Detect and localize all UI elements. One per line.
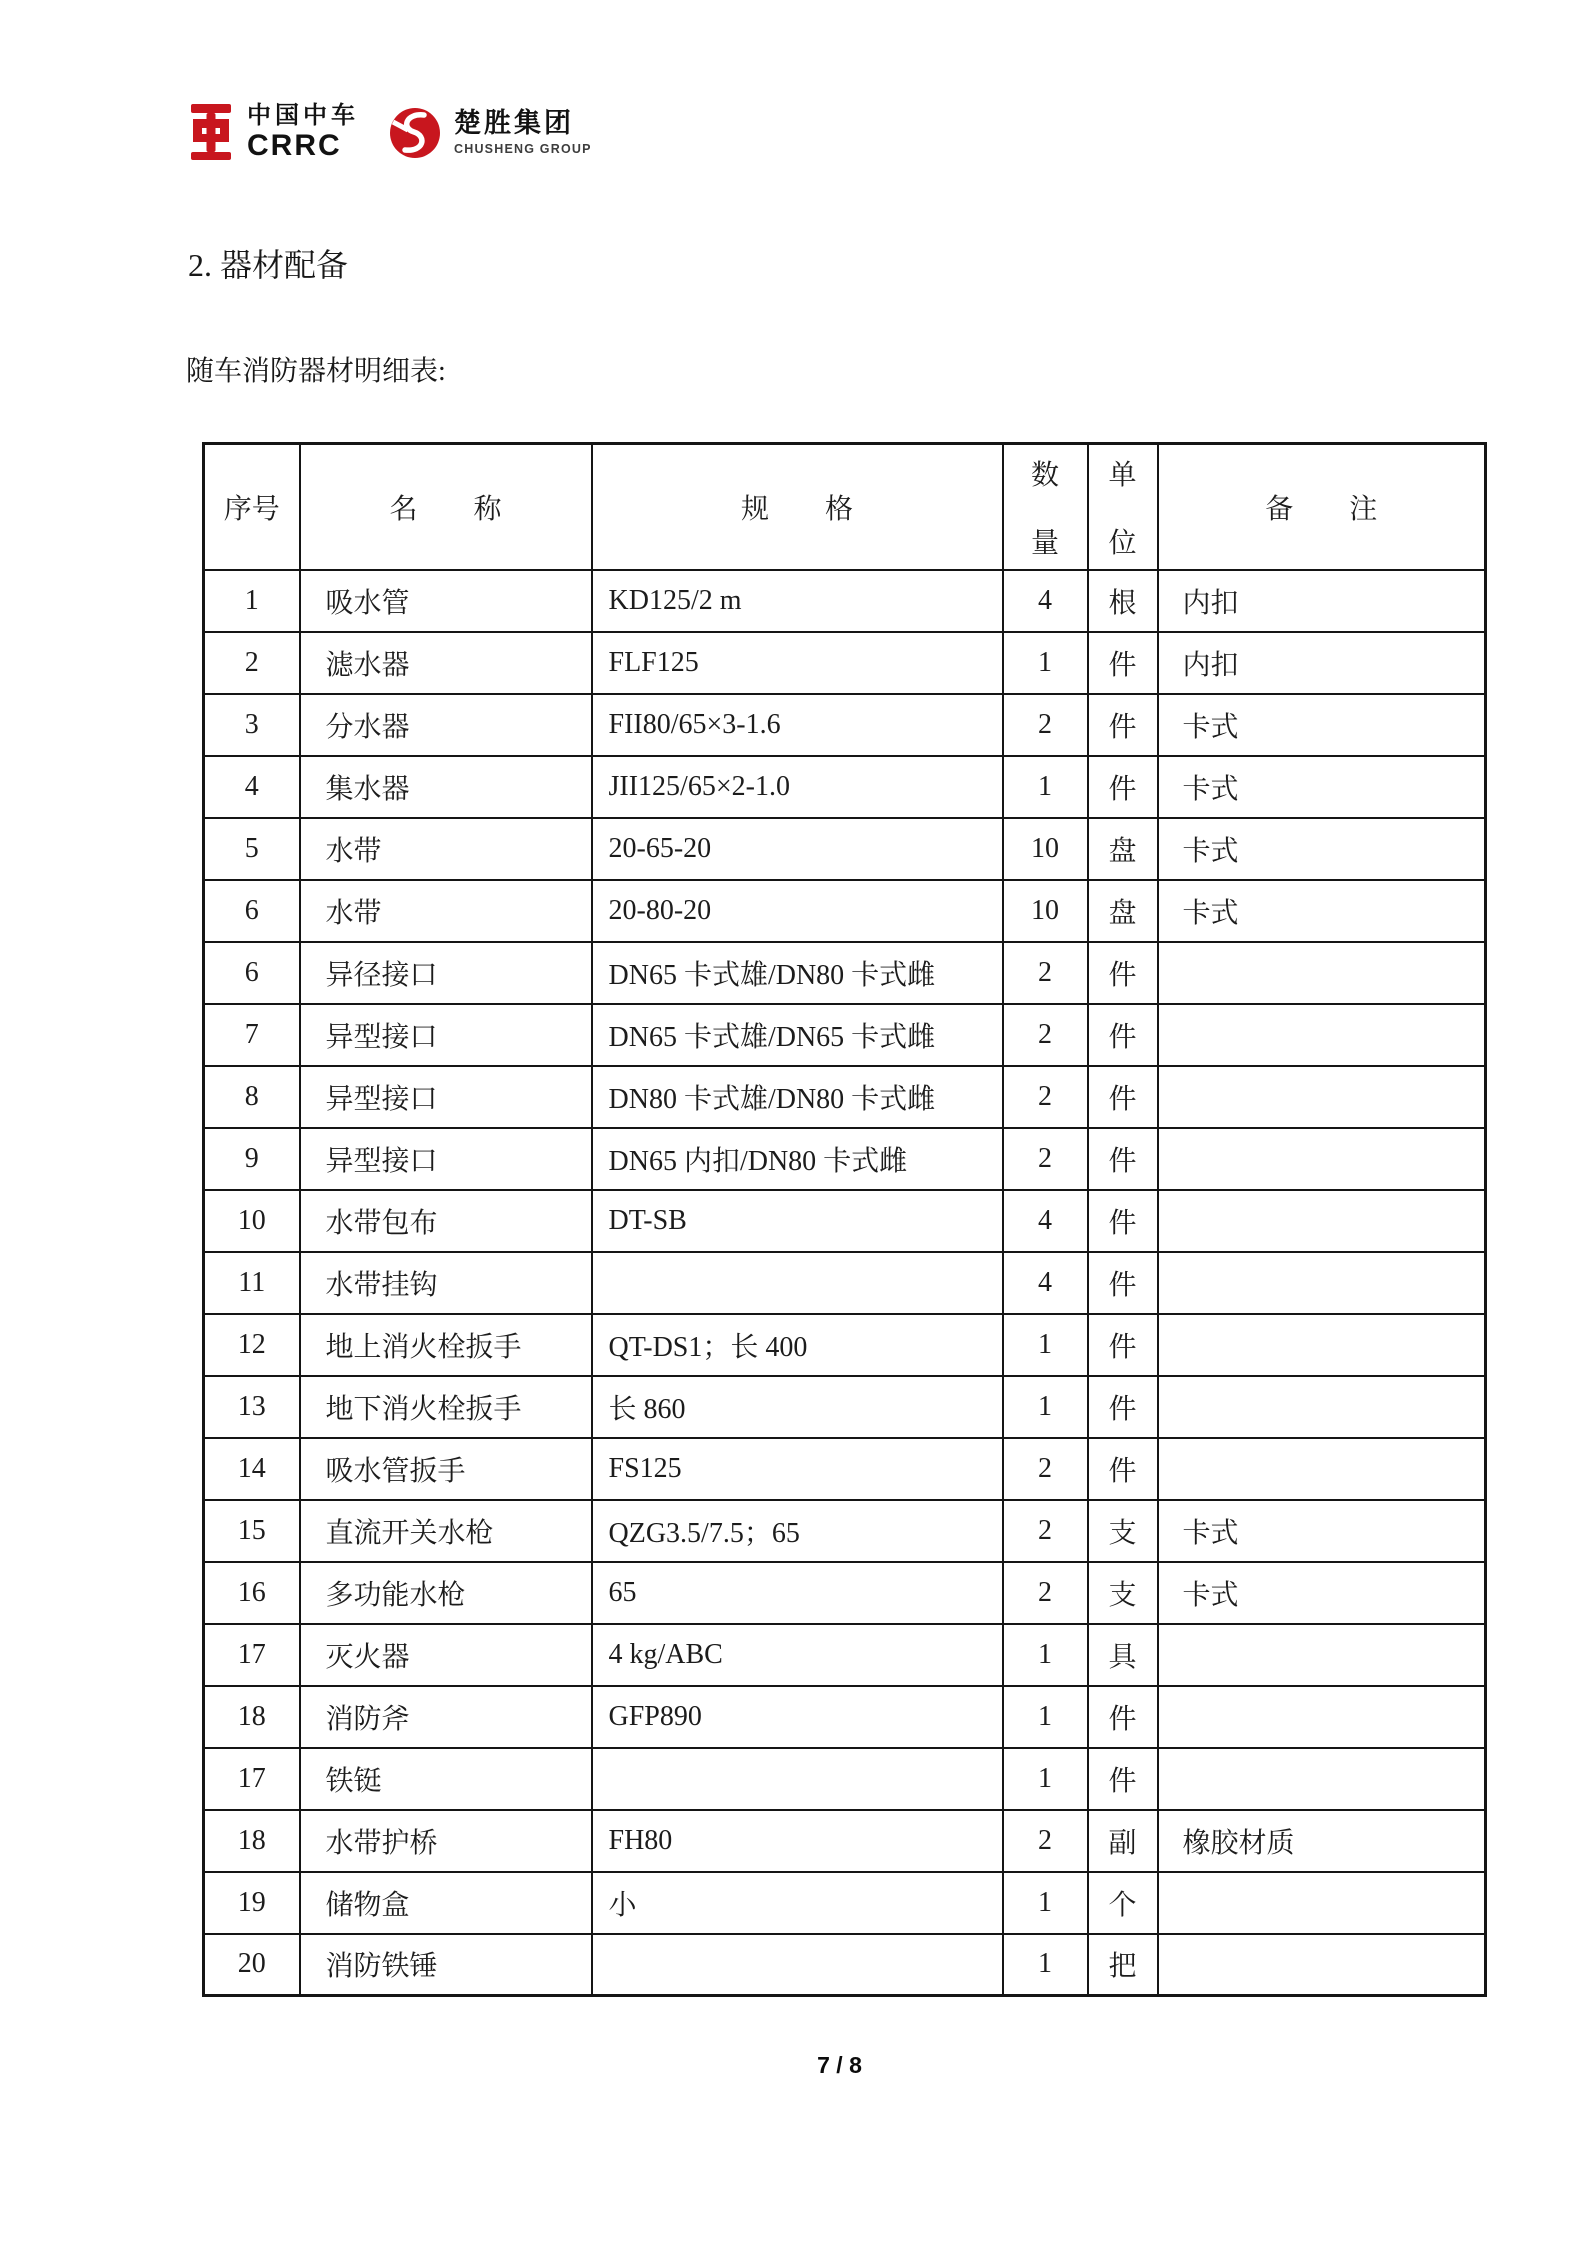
cell-serial: 13 bbox=[204, 1376, 300, 1438]
header-unit-line2: 位 bbox=[1108, 527, 1137, 559]
cell-serial: 18 bbox=[204, 1810, 300, 1872]
crrc-cn-label: 中国中车 bbox=[247, 102, 359, 129]
cell-name: 水带 bbox=[300, 880, 592, 942]
cell-quantity: 2 bbox=[1003, 694, 1088, 756]
cell-remark bbox=[1158, 1066, 1486, 1128]
header-serial: 序号 bbox=[204, 444, 300, 570]
table-row bbox=[204, 1934, 1486, 1996]
table-row bbox=[204, 1562, 1486, 1624]
cell-remark: 橡胶材质 bbox=[1158, 1810, 1486, 1872]
cell-spec: 4 kg/ABC bbox=[592, 1624, 1003, 1686]
cell-serial: 1 bbox=[204, 570, 300, 632]
cell-name: 集水器 bbox=[300, 756, 592, 818]
cell-serial: 15 bbox=[204, 1500, 300, 1562]
cell-spec: 65 bbox=[592, 1562, 1003, 1624]
cell-name: 铁铤 bbox=[300, 1748, 592, 1810]
cell-spec: QT-DS1；长 400 bbox=[592, 1314, 1003, 1376]
cell-unit: 支 bbox=[1088, 1562, 1158, 1624]
cell-remark bbox=[1158, 1624, 1486, 1686]
cell-remark: 卡式 bbox=[1158, 756, 1486, 818]
table-row bbox=[204, 1314, 1486, 1376]
cell-remark bbox=[1158, 1376, 1486, 1438]
cell-name: 消防斧 bbox=[300, 1686, 592, 1748]
cell-quantity: 2 bbox=[1003, 1004, 1088, 1066]
cell-remark: 卡式 bbox=[1158, 818, 1486, 880]
cell-name: 吸水管 bbox=[300, 570, 592, 632]
cell-serial: 5 bbox=[204, 818, 300, 880]
cell-serial: 7 bbox=[204, 1004, 300, 1066]
table-row bbox=[204, 942, 1486, 1004]
cell-spec: 20-80-20 bbox=[592, 880, 1003, 942]
cell-name: 水带 bbox=[300, 818, 592, 880]
crrc-en-label: CRRC bbox=[247, 129, 342, 162]
cell-spec: DN80 卡式雄/DN80 卡式雌 bbox=[592, 1066, 1003, 1128]
table-row bbox=[204, 880, 1486, 942]
cell-unit: 件 bbox=[1088, 1748, 1158, 1810]
cell-serial: 17 bbox=[204, 1748, 300, 1810]
cell-serial: 18 bbox=[204, 1686, 300, 1748]
cell-serial: 9 bbox=[204, 1128, 300, 1190]
cell-spec: FS125 bbox=[592, 1438, 1003, 1500]
cell-remark: 卡式 bbox=[1158, 1500, 1486, 1562]
section-heading: 2. 器材配备 bbox=[188, 247, 349, 283]
header-unit-line1: 单 bbox=[1108, 459, 1137, 491]
header-quantity-line1: 数 bbox=[1030, 459, 1059, 491]
cell-remark: 卡式 bbox=[1158, 694, 1486, 756]
cell-name: 水带挂钩 bbox=[300, 1252, 592, 1314]
cell-name: 灭火器 bbox=[300, 1624, 592, 1686]
cell-spec: FII80/65×3-1.6 bbox=[592, 694, 1003, 756]
table-row bbox=[204, 818, 1486, 880]
cell-quantity: 10 bbox=[1003, 880, 1088, 942]
cell-quantity: 2 bbox=[1003, 1562, 1088, 1624]
cell-remark: 卡式 bbox=[1158, 880, 1486, 942]
header-remark: 备 注 bbox=[1158, 444, 1486, 570]
crrc-logo-icon bbox=[188, 104, 234, 161]
header-name: 名 称 bbox=[300, 444, 592, 570]
cell-serial: 6 bbox=[204, 942, 300, 1004]
cell-quantity: 10 bbox=[1003, 818, 1088, 880]
cell-serial: 20 bbox=[204, 1934, 300, 1996]
cell-spec: KD125/2 m bbox=[592, 570, 1003, 632]
cell-unit: 件 bbox=[1088, 1438, 1158, 1500]
table-row bbox=[204, 1624, 1486, 1686]
cell-remark: 内扣 bbox=[1158, 632, 1486, 694]
header-quantity bbox=[1003, 444, 1088, 570]
table-row bbox=[204, 632, 1486, 694]
table-row bbox=[204, 1686, 1486, 1748]
cell-remark bbox=[1158, 1190, 1486, 1252]
table-row bbox=[204, 1872, 1486, 1934]
cell-quantity: 1 bbox=[1003, 1872, 1088, 1934]
cell-serial: 11 bbox=[204, 1252, 300, 1314]
cell-unit: 件 bbox=[1088, 1128, 1158, 1190]
cell-remark bbox=[1158, 1438, 1486, 1500]
table-header-row bbox=[204, 444, 1486, 570]
cell-quantity: 1 bbox=[1003, 1686, 1088, 1748]
cell-quantity: 2 bbox=[1003, 1128, 1088, 1190]
cell-unit: 件 bbox=[1088, 942, 1158, 1004]
cell-quantity: 1 bbox=[1003, 1376, 1088, 1438]
cell-serial: 16 bbox=[204, 1562, 300, 1624]
cell-serial: 2 bbox=[204, 632, 300, 694]
table-row bbox=[204, 1066, 1486, 1128]
cell-name: 地上消火栓扳手 bbox=[300, 1314, 592, 1376]
table-row bbox=[204, 1376, 1486, 1438]
cell-spec: GFP890 bbox=[592, 1686, 1003, 1748]
cell-unit: 件 bbox=[1088, 1004, 1158, 1066]
chusheng-logo-icon bbox=[389, 107, 441, 159]
cell-quantity: 2 bbox=[1003, 1810, 1088, 1872]
cell-unit: 支 bbox=[1088, 1500, 1158, 1562]
cell-unit: 件 bbox=[1088, 1314, 1158, 1376]
cell-name: 水带包布 bbox=[300, 1190, 592, 1252]
chusheng-en-label: CHUSHENG GROUP bbox=[454, 141, 592, 156]
cell-remark bbox=[1158, 1128, 1486, 1190]
cell-name: 异型接口 bbox=[300, 1004, 592, 1066]
cell-quantity: 1 bbox=[1003, 756, 1088, 818]
table-row bbox=[204, 1500, 1486, 1562]
cell-quantity: 4 bbox=[1003, 570, 1088, 632]
cell-remark bbox=[1158, 942, 1486, 1004]
cell-spec bbox=[592, 1748, 1003, 1810]
cell-name: 分水器 bbox=[300, 694, 592, 756]
cell-serial: 8 bbox=[204, 1066, 300, 1128]
cell-spec: 长 860 bbox=[592, 1376, 1003, 1438]
cell-remark bbox=[1158, 1314, 1486, 1376]
cell-unit: 把 bbox=[1088, 1934, 1158, 1996]
cell-serial: 19 bbox=[204, 1872, 300, 1934]
cell-name: 直流开关水枪 bbox=[300, 1500, 592, 1562]
cell-quantity: 2 bbox=[1003, 1066, 1088, 1128]
cell-spec: DN65 卡式雄/DN80 卡式雌 bbox=[592, 942, 1003, 1004]
equipment-table-wrap bbox=[202, 442, 1487, 1997]
header-unit bbox=[1088, 444, 1158, 570]
cell-spec: DN65 卡式雄/DN65 卡式雌 bbox=[592, 1004, 1003, 1066]
table-row bbox=[204, 1252, 1486, 1314]
cell-quantity: 2 bbox=[1003, 942, 1088, 1004]
crrc-logo-text bbox=[247, 104, 359, 161]
cell-spec: QZG3.5/7.5；65 bbox=[592, 1500, 1003, 1562]
cell-quantity: 2 bbox=[1003, 1438, 1088, 1500]
cell-serial: 17 bbox=[204, 1624, 300, 1686]
cell-unit: 盘 bbox=[1088, 880, 1158, 942]
cell-remark: 卡式 bbox=[1158, 1562, 1486, 1624]
cell-spec: FH80 bbox=[592, 1810, 1003, 1872]
header-spec: 规 格 bbox=[592, 444, 1003, 570]
table-row bbox=[204, 756, 1486, 818]
cell-unit: 件 bbox=[1088, 694, 1158, 756]
cell-spec: FLF125 bbox=[592, 632, 1003, 694]
table-row bbox=[204, 1190, 1486, 1252]
page-number: 7 / 8 bbox=[817, 2052, 862, 2078]
cell-unit: 个 bbox=[1088, 1872, 1158, 1934]
table-row bbox=[204, 1128, 1486, 1190]
cell-serial: 12 bbox=[204, 1314, 300, 1376]
cell-quantity: 4 bbox=[1003, 1252, 1088, 1314]
cell-unit: 件 bbox=[1088, 1686, 1158, 1748]
cell-spec: 小 bbox=[592, 1872, 1003, 1934]
cell-quantity: 1 bbox=[1003, 1748, 1088, 1810]
cell-serial: 4 bbox=[204, 756, 300, 818]
cell-spec bbox=[592, 1934, 1003, 1996]
cell-quantity: 4 bbox=[1003, 1190, 1088, 1252]
cell-quantity: 1 bbox=[1003, 1624, 1088, 1686]
cell-unit: 副 bbox=[1088, 1810, 1158, 1872]
header-quantity-line2: 量 bbox=[1030, 527, 1059, 559]
table-row bbox=[204, 694, 1486, 756]
cell-spec: JII125/65×2-1.0 bbox=[592, 756, 1003, 818]
cell-unit: 根 bbox=[1088, 570, 1158, 632]
cell-unit: 件 bbox=[1088, 1066, 1158, 1128]
cell-name: 水带护桥 bbox=[300, 1810, 592, 1872]
cell-unit: 件 bbox=[1088, 1252, 1158, 1314]
cell-name: 滤水器 bbox=[300, 632, 592, 694]
cell-spec: DT-SB bbox=[592, 1190, 1003, 1252]
table-row bbox=[204, 570, 1486, 632]
table-caption: 随车消防器材明细表: bbox=[186, 356, 446, 387]
cell-name: 储物盒 bbox=[300, 1872, 592, 1934]
cell-remark bbox=[1158, 1004, 1486, 1066]
chusheng-logo-text bbox=[454, 107, 592, 156]
cell-name: 异型接口 bbox=[300, 1066, 592, 1128]
cell-spec: 20-65-20 bbox=[592, 818, 1003, 880]
cell-quantity: 1 bbox=[1003, 632, 1088, 694]
brand-header bbox=[188, 104, 592, 161]
cell-spec bbox=[592, 1252, 1003, 1314]
cell-remark bbox=[1158, 1872, 1486, 1934]
cell-remark bbox=[1158, 1252, 1486, 1314]
cell-unit: 件 bbox=[1088, 1376, 1158, 1438]
chusheng-cn-label: 楚胜集团 bbox=[454, 107, 574, 138]
cell-name: 地下消火栓扳手 bbox=[300, 1376, 592, 1438]
cell-serial: 6 bbox=[204, 880, 300, 942]
cell-quantity: 1 bbox=[1003, 1934, 1088, 1996]
cell-name: 多功能水枪 bbox=[300, 1562, 592, 1624]
cell-unit: 件 bbox=[1088, 632, 1158, 694]
cell-unit: 盘 bbox=[1088, 818, 1158, 880]
cell-name: 异径接口 bbox=[300, 942, 592, 1004]
cell-remark bbox=[1158, 1934, 1486, 1996]
cell-unit: 件 bbox=[1088, 1190, 1158, 1252]
cell-unit: 件 bbox=[1088, 756, 1158, 818]
cell-quantity: 1 bbox=[1003, 1314, 1088, 1376]
equipment-table-body bbox=[204, 570, 1486, 1996]
cell-remark bbox=[1158, 1748, 1486, 1810]
cell-serial: 14 bbox=[204, 1438, 300, 1500]
cell-name: 消防铁锤 bbox=[300, 1934, 592, 1996]
cell-name: 异型接口 bbox=[300, 1128, 592, 1190]
table-row bbox=[204, 1748, 1486, 1810]
cell-name: 吸水管扳手 bbox=[300, 1438, 592, 1500]
cell-remark: 内扣 bbox=[1158, 570, 1486, 632]
cell-spec: DN65 内扣/DN80 卡式雌 bbox=[592, 1128, 1003, 1190]
cell-quantity: 2 bbox=[1003, 1500, 1088, 1562]
table-row bbox=[204, 1810, 1486, 1872]
table-row bbox=[204, 1004, 1486, 1066]
cell-serial: 3 bbox=[204, 694, 300, 756]
table-row bbox=[204, 1438, 1486, 1500]
equipment-table bbox=[202, 442, 1487, 1997]
cell-remark bbox=[1158, 1686, 1486, 1748]
cell-unit: 具 bbox=[1088, 1624, 1158, 1686]
cell-serial: 10 bbox=[204, 1190, 300, 1252]
